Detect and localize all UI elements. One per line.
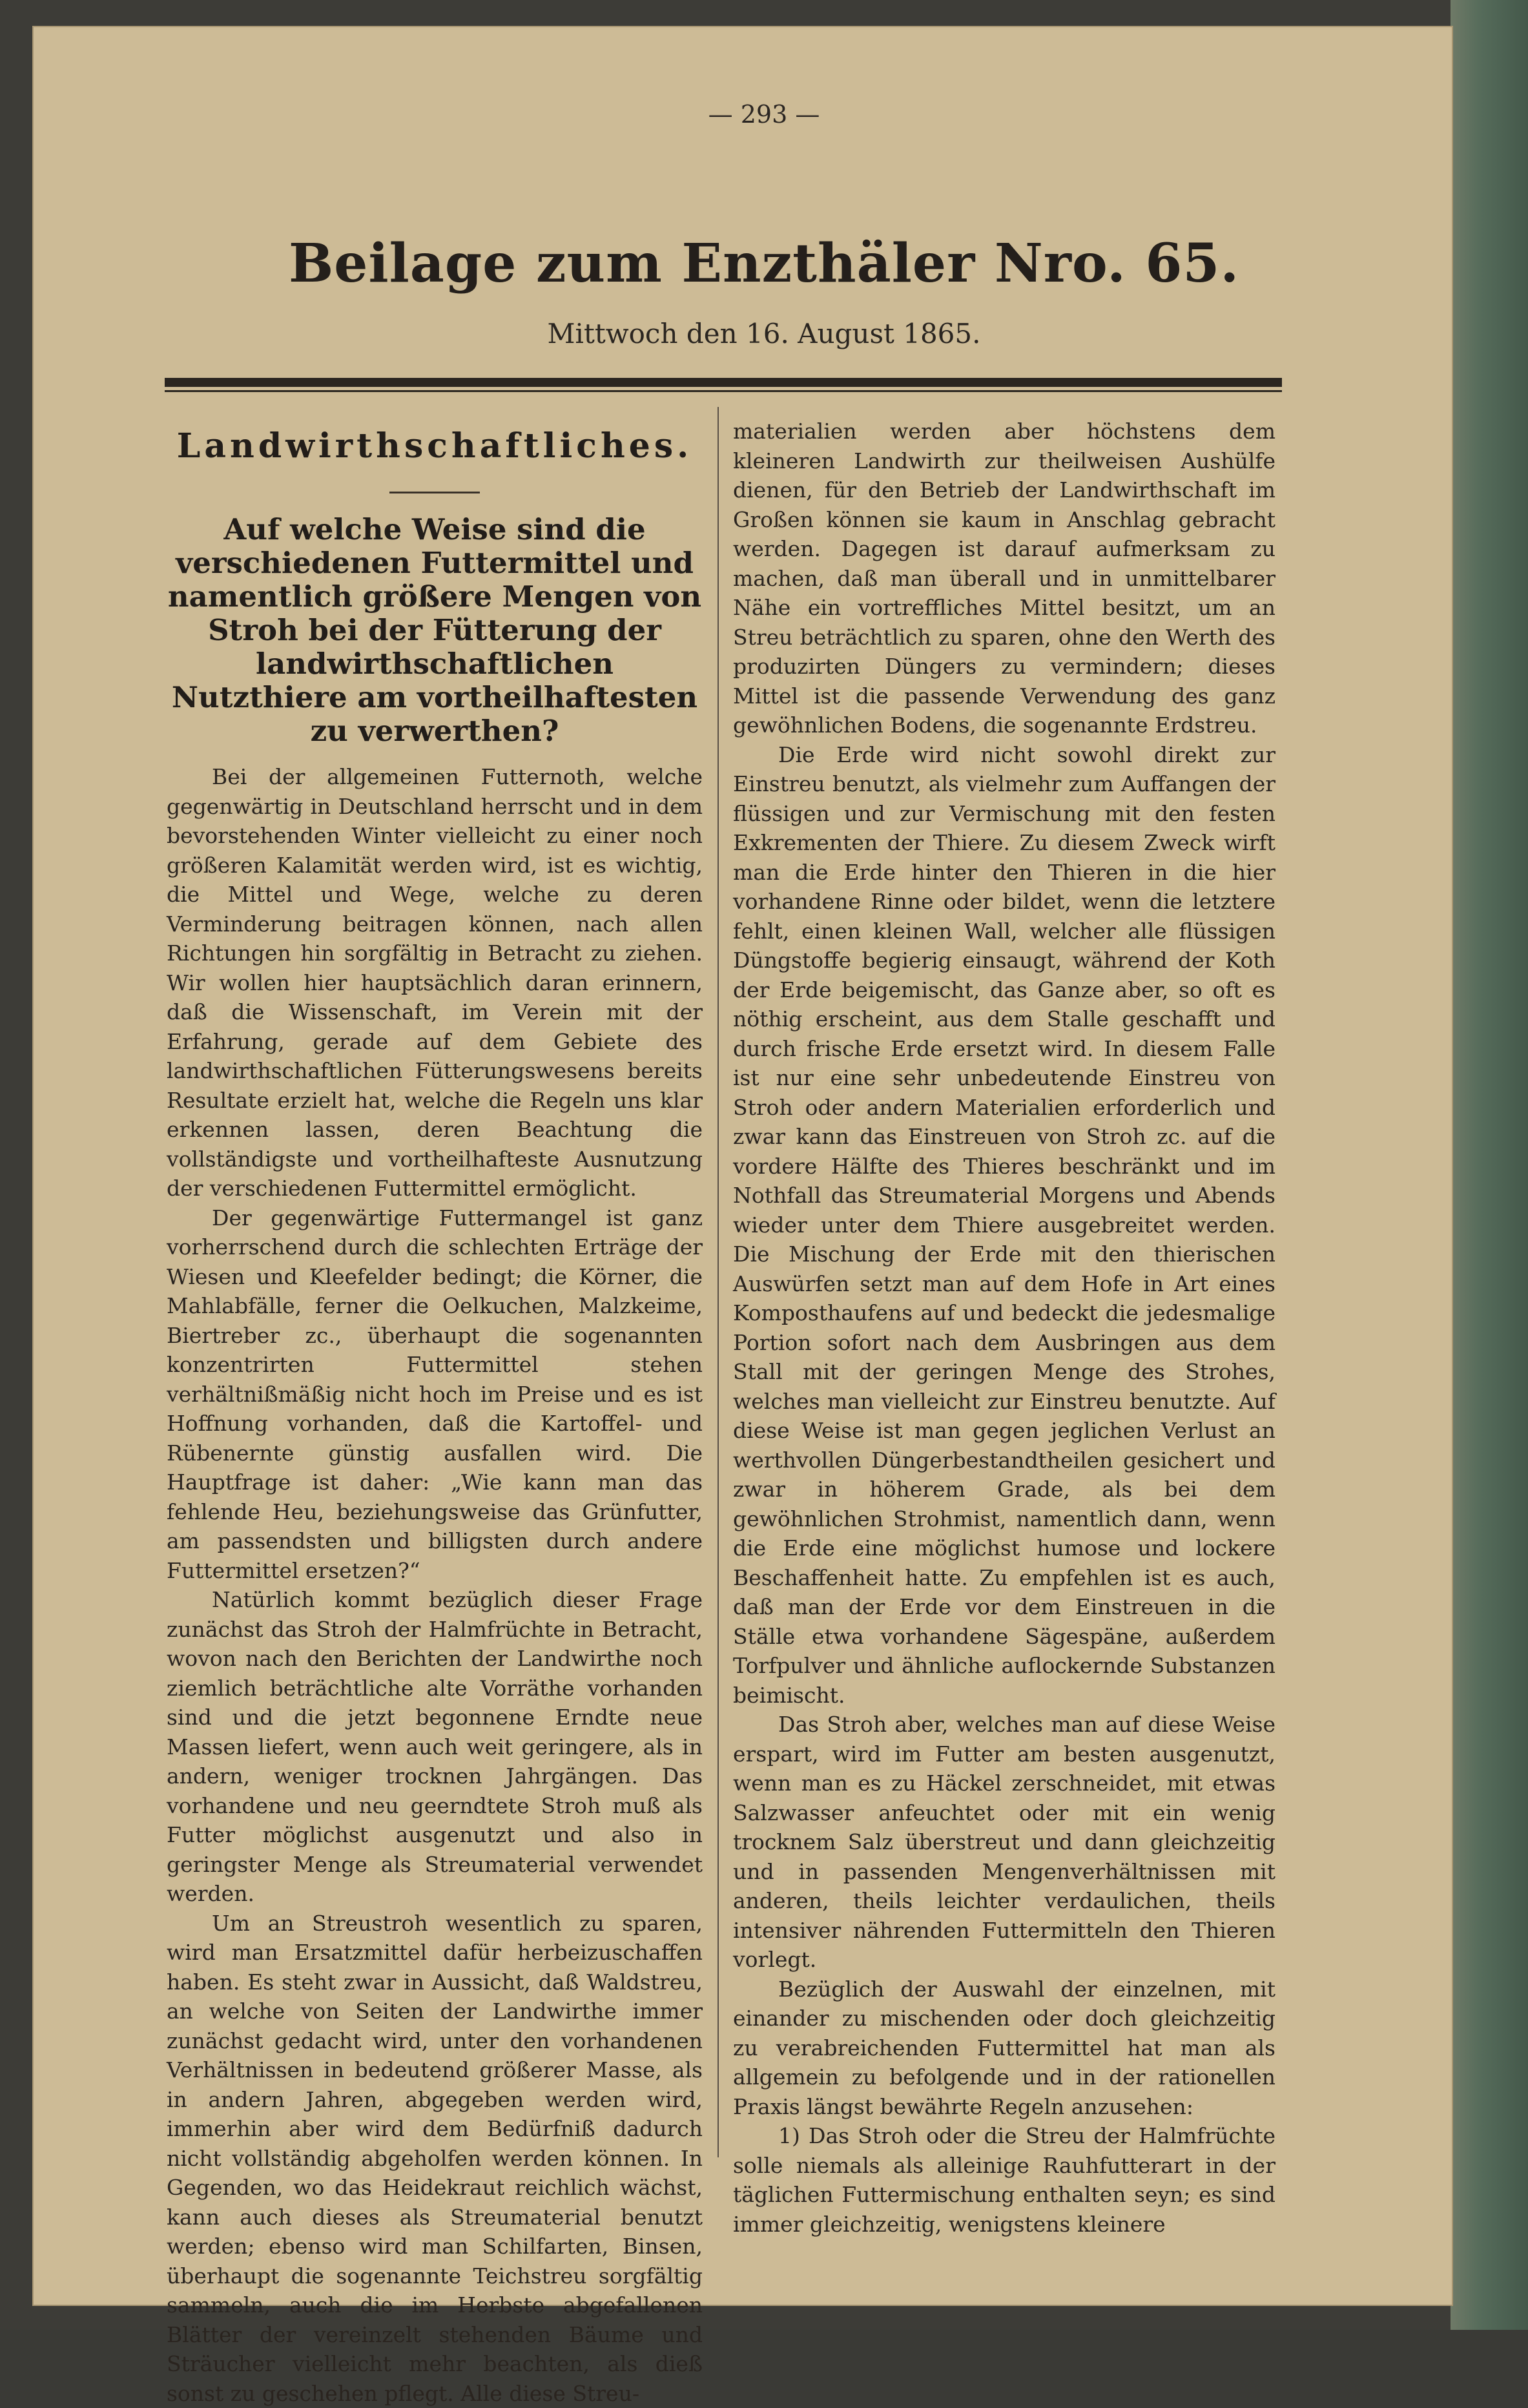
- section-separator: [389, 492, 480, 493]
- paragraph: Der gegenwärtige Futtermangel ist ganz vorherrschend durch die schlechten Erträge der Wiesen und Kleefelder bedingt; die Körner, die Mahlabfälle, ferner die Oelkuchen, Malzkeime, Biertreber zc., überhaupt die sogenannten konzentrirten Futtermittel stehen verhältnißmäßig nicht hoch im Preise und es ist Hoffnung vorhanden, daß die Kartoffel- und Rübenernte günstig ausfallen wird. Die Hauptfrage ist daher: „Wie kann man das fehlende Heu, beziehungsweise das Grünfutter, am passendsten und billigsten durch andere Futtermittel ersetzen?“: [167, 1203, 703, 1586]
- paragraph: materialien werden aber höchstens dem kleineren Landwirth zur theilweisen Aushülfe dienen, für den Betrieb der Landwirthschaft im Großen können sie kaum in Anschlag gebracht werden. Dagegen ist darauf aufmerksam zu machen, daß man überall und in unmittelbarer Nähe ein vortreffliches Mittel besitzt, um an Streu beträchtlich zu sparen, ohne den Werth des produzirten Düngers zu vermindern; dieses Mittel ist die passende Verwendung des ganz gewöhnlichen Bodens, die sogenannte Erdstreu.: [733, 417, 1275, 740]
- column-divider: [718, 407, 719, 2157]
- article-title: Auf welche Weise sind die verschiedenen Futtermittel und namentlich größere Mengen von Stroh bei der Fütterung der landwirthschaftlichen Nutzthiere am vortheilhaftesten zu verwerthen?: [167, 513, 703, 748]
- paragraph: Natürlich kommt bezüglich dieser Frage zunächst das Stroh der Halmfrüchte in Betracht, wovon nach den Berichten der Landwirthe noch ziemlich beträchtliche alte Vorräthe vorhanden sind und die jetzt begonnene Erndte neue Massen liefert, wenn auch weit geringere, als in andern, weniger trocknen Jahrgängen. Das vorhandene und neu geerndtete Stroh muß als Futter möglichst ausgenutzt und also in geringster Menge als Streumaterial verwendet werden.: [167, 1585, 703, 1909]
- issue-date: Mittwoch den 16. August 1865.: [0, 318, 1528, 349]
- right-column: [733, 417, 1275, 2239]
- header-rule-thin: [165, 390, 1282, 392]
- section-heading: Landwirthschaftliches.: [167, 426, 703, 466]
- paragraph: Bei der allgemeinen Futternoth, welche gegenwärtig in Deutschland herrscht und in dem bevorstehenden Winter vielleicht zu einer noch größeren Kalamität werden wird, ist es wichtig, die Mittel und Wege, welche zu deren Verminderung beitragen können, nach allen Richtungen hin sorgfältig in Betracht zu ziehen. Wir wollen hier hauptsächlich daran erinnern, daß die Wissenschaft, im Verein mit der Erfahrung, gerade auf dem Gebiete des landwirthschaftlichen Fütterungswesens bereits Resultate erzielt hat, welche die Regeln uns klar erkennen lassen, deren Beachtung die vollständigste und vortheilhafteste Ausnutzung der verschiedenen Futtermittel ermöglicht.: [167, 762, 703, 1203]
- page-number: — 293 —: [0, 100, 1528, 129]
- book-binding-edge: [1451, 0, 1528, 2330]
- paragraph: Die Erde wird nicht sowohl direkt zur Einstreu benutzt, als vielmehr zum Auffangen der flüssigen und zur Vermischung mit den festen Exkrementen der Thiere. Zu diesem Zweck wirft man die Erde hinter den Thieren in die hier vorhandene Rinne oder bildet, wenn die letztere fehlt, einen kleinen Wall, welcher alle flüssigen Düngstoffe begierig einsaugt, während der Koth der Erde beigemischt, das Ganze aber, so oft es nöthig erscheint, aus dem Stalle geschafft und durch frische Erde ersetzt wird. In diesem Falle ist nur eine sehr unbedeutende Einstreu von Stroh oder andern Materialien erforderlich und zwar kann das Einstreuen von Stroh zc. auf die vordere Hälfte des Thieres beschränkt und im Nothfall das Streumaterial Morgens und Abends wieder unter dem Thiere ausgebreitet werden. Die Mischung der Erde mit den thierischen Auswürfen setzt man auf dem Hofe in Art eines Komposthaufens auf und bedeckt die jedesmalige Portion sofort nach dem Ausbringen aus dem Stall mit der geringen Menge des Strohes, welches man vielleicht zur Einstreu benutzte. Auf diese Weise ist man gegen jeglichen Verlust an werthvollen Düngerbestandtheilen gesichert und zwar in höherem Grade, als bei dem gewöhnlichen Strohmist, namentlich dann, wenn die Erde eine möglichst humose und lockere Beschaffenheit hatte. Zu empfehlen ist es auch, daß man der Erde vor dem Einstreuen in die Ställe etwa vorhandene Sägespäne, außerdem Torfpulver und ähnliche auflockernde Substanzen beimischt.: [733, 740, 1275, 1710]
- paragraph: Bezüglich der Auswahl der einzelnen, mit einander zu mischenden oder doch gleichzeitig zu verabreichenden Futtermittel hat man als allgemein zu befolgende und in der rationellen Praxis längst bewährte Regeln anzusehen:: [733, 1975, 1275, 2122]
- left-column: [167, 413, 703, 2408]
- header-rule-thick: [165, 378, 1282, 387]
- paragraph: 1) Das Stroh oder die Streu der Halmfrüchte solle niemals als alleinige Rauhfutterart in der täglichen Futtermischung enthalten seyn; es sind immer gleichzeitig, wenigstens kleinere: [733, 2121, 1275, 2239]
- paragraph: Das Stroh aber, welches man auf diese Weise erspart, wird im Futter am besten ausgenutzt, wenn man es zu Häckel zerschneidet, mit etwas Salzwasser anfeuchtet oder mit ein wenig trocknem Salz überstreut und dann gleichzeitig und in passenden Mengenverhältnissen mit anderen, theils leichter verdaulichen, theils intensiver nährenden Futtermitteln den Thieren vorlegt.: [733, 1710, 1275, 1975]
- supplement-title: Beilage zum Enzthäler Nro. 65.: [0, 233, 1528, 295]
- paragraph: Um an Streustroh wesentlich zu sparen, wird man Ersatzmittel dafür herbeizuschaffen haben. Es steht zwar in Aussicht, daß Waldstreu, an welche von Seiten der Landwirthe immer zunächst gedacht wird, unter den vorhandenen Verhältnissen in bedeutend größerer Masse, als in andern Jahren, abgegeben werden wird, immerhin aber wird dem Bedürfniß dadurch nicht vollständig abgeholfen werden können. In Gegenden, wo das Heidekraut reichlich wächst, kann auch dieses als Streumaterial benutzt werden; ebenso wird man Schilfarten, Binsen, überhaupt die sogenannte Teichstreu sorgfältig sammeln, auch die im Herbste abgefallenen Blätter der vereinzelt stehenden Bäume und Sträucher vielleicht mehr beachten, als dieß sonst zu geschehen pflegt. Alle diese Streu-: [167, 1909, 703, 2408]
